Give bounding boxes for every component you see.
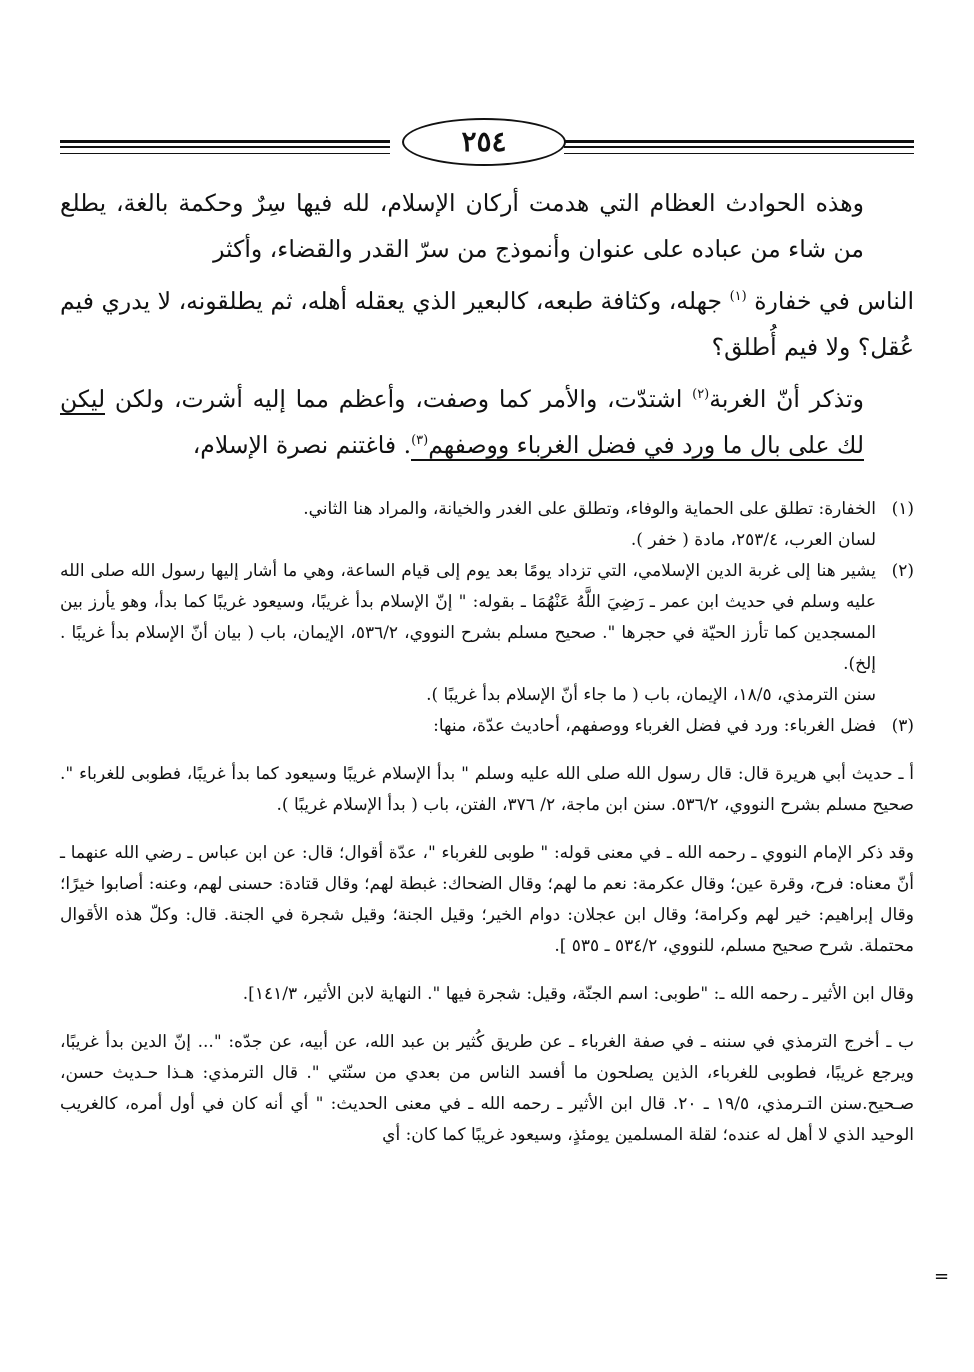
footnote-3-number: (٣) <box>891 716 914 736</box>
page-header <box>60 110 914 170</box>
footnote-1-number: (١) <box>891 499 914 519</box>
footnote-3 <box>60 711 914 742</box>
paragraph-2-start: الناس في خفارة <box>754 287 914 315</box>
continuation-mark: = <box>934 1266 950 1287</box>
footnote-ref-2[interactable]: (٢) <box>692 387 710 403</box>
main-text <box>60 180 914 474</box>
footnote-3-nawawi: وقد ذكر الإمام النووي ـ رحمه الله ـ في معنى قوله: " طوبى للغرباء "، عدّة أقوال؛ قال: عن ابن عباس ـ رضي الله عنهما ـ أنّ معناه: فرح، وقرة عين؛ وقال عكرمة: نعم ما لهم؛ وقال الضحاك: غبطة لهم؛ وقال قتادة: حسنى لهم، وعنه: أصابوا خيرًا؛ وقال إبراهيم: خير لهم وكرامة؛ وقال ابن عجلان: دوام الخير؛ وقيل الجنة؛ وقيل شجرة في الجنة. قال: وكلّ هذه الأقوال محتملة. شرح صحيح مسلم، للنووي، ٥٣٤/٢ ـ ٥٣٥ ]. <box>60 843 914 956</box>
footnote-3-ibn-athir: وقال ابن الأثير ـ رحمه الله ـ: "طوبى: اسم الجنّة، وقيل: شجرة فيها ". النهاية لابن الأثير، ١٤١/٣]. <box>242 984 914 1004</box>
header-rule-left <box>60 140 390 154</box>
paragraph-3-underlined: ليكن لك على بال ما ورد في فضل الغرباء ووصفهم <box>60 385 864 459</box>
footnote-2-number: (٢) <box>891 561 914 581</box>
paragraph-2-rest: جهله، وكثافة طبعه، كالبعير الذي يعقله أهله، ثم يطلقونه، لا يدري فيم عُقل؟ ولا فيم أُطلق؟ <box>60 287 914 361</box>
page-number: ٢٥٤ <box>402 118 566 166</box>
paragraph-1: وهذه الحوادث العظام التي هدمت أركان الإسلام، لله فيها سِرٌ وحكمة بالغة، يطلع من شاء من عباده على عنوان وأنموذج من سرّ القدر والقضاء، وأكثر <box>60 189 864 263</box>
footnote-ref-1[interactable]: (١) <box>729 289 747 305</box>
header-rule-right <box>564 140 914 154</box>
footnote-2 <box>60 556 914 711</box>
footnote-3-item-a: أ ـ حديث أبي هريرة قال: قال رسول الله صلى الله عليه وسلم " بدأ الإسلام غريبًا وسيعود كما بدأ غريبًا، فطوبى للغرباء ". صحيح مسلم بشرح النووي، ٥٣٦/٢. سنن ابن ماجة، ٢/ ٣٧٦، الفتن، باب ( بدأ الإسلام غريبًا ). <box>60 764 914 815</box>
paragraph-3 <box>60 376 914 468</box>
paragraph-3-end: . فاغتنم نصرة الإسلام، <box>192 431 412 459</box>
footnote-3-line-1: فضل الغرباء: ورد في فضل الغرباء ووصفهم، أحاديث عدّة، منها: <box>433 716 876 736</box>
footnote-1-line-2: لسان العرب، ٢٥٣/٤، مادة ( خفر ). <box>630 530 876 550</box>
footnote-2-line-2: سنن الترمذي، ١٨/٥، الإيمان، باب ( ما جاء أنّ الإسلام بدأ غريبًا ). <box>426 685 876 705</box>
footnote-3-item-b: ب ـ أخرج الترمذي في سننه ـ في صفة الغرباء ـ عن طريق كُثير بن عبد الله، عن أبيه، عن جدّه: "... إنّ الدين بدأ غريبًا، ويرجع غريبًا، فطوبى للغرباء، الذين يصلحون ما أفسد الناس من بعدي من سنّتي ". قال الترمذي: هـذا حـديث حسن، صـحيح.سنن التـرمذي، ١٩/٥ ـ ٢٠. قال ابن الأثير ـ رحمه الله ـ في معنى الحديث: " أي أنه كان في أول أمره، كالغريب الوحيد الذي لا أهل له عنده؛ لقلة المسلمين يومئذٍ، وسيعود غريبًا كما كان: أي <box>60 1032 915 1145</box>
footnote-1 <box>60 494 914 556</box>
footnote-1-line-1: الخفارة: تطلق على الحماية والوفاء، وتطلق على الغدر والخيانة، والمراد هنا الثاني. <box>303 499 876 519</box>
paragraph-2 <box>60 278 914 370</box>
footnote-2-line-1: يشير هنا إلى غربة الدين الإسلامي، التي تزداد يومًا بعد يوم إلى قيام الساعة، وهي ما أشار إليها رسول الله صلى الله عليه وسلم في حديث ابن عمر ـ رَضِيَ اللَّهُ عَنْهُمَا ـ بقوله: " إنّ الإسلام بدأ غريبًا، وسيعود غريبًا كما بدأ، وهو يأرز بين المسجدين كما تأرز الحيّة في حجرها ". صحيح مسلم بشرح النووي، ٥٣٦/٢، الإيمان، باب ( بيان أنّ الإسلام بدأ غريبًا . إلخ). <box>60 561 876 674</box>
paragraph-3-start: وتذكر أنّ الغربة <box>709 385 864 413</box>
footnotes <box>60 494 914 1168</box>
footnote-ref-3[interactable]: (٣) <box>411 433 429 449</box>
paragraph-3-middle: اشتدّت، والأمر كما وصفت، وأعظم مما إليه أشرت، ولكن <box>114 385 683 413</box>
